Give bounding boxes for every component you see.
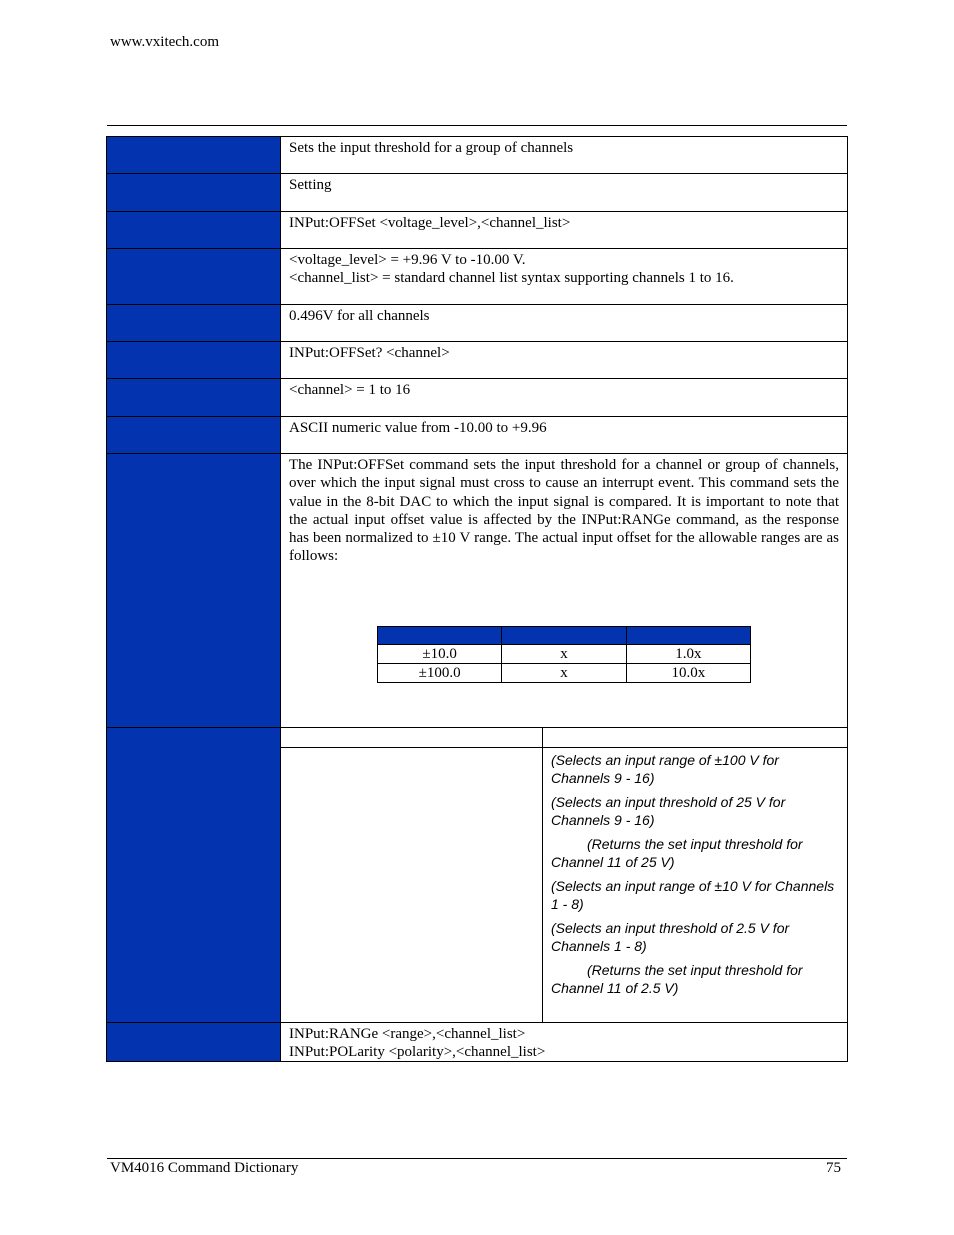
label-cell xyxy=(107,212,281,249)
page-number: 75 xyxy=(826,1160,841,1176)
row-related-commands xyxy=(107,1022,848,1061)
examples-header xyxy=(281,728,847,748)
factor-cell: 1.0x xyxy=(626,644,750,663)
value-cell: ASCII numeric value from -10.00 to +9.96 xyxy=(281,417,848,454)
footer-rule xyxy=(107,1158,847,1159)
multiplier-cell: x xyxy=(502,644,626,663)
label-cell xyxy=(107,454,281,728)
factor-cell: 10.0x xyxy=(626,663,750,682)
label-cell xyxy=(107,174,281,212)
value-cell xyxy=(281,1022,848,1061)
value-cell xyxy=(281,249,848,305)
value-cell: INPut:OFFSet <voltage_level>,<channel_list> xyxy=(281,212,848,249)
label-cell xyxy=(107,342,281,379)
value-cell: Setting xyxy=(281,174,848,212)
value-cell xyxy=(281,454,848,728)
label-cell xyxy=(107,727,281,1022)
examples-commands xyxy=(281,747,543,1022)
label-cell xyxy=(107,137,281,174)
examples-header-command xyxy=(281,728,543,748)
value-cell: <channel> = 1 to 16 xyxy=(281,379,848,417)
label-cell xyxy=(107,305,281,342)
example-note: (Selects an input threshold of 2.5 V for Channels 1 - 8) xyxy=(551,919,790,954)
example-note: (Returns the set input threshold for Channel 11 of 2.5 V) xyxy=(551,961,803,996)
range-table-row xyxy=(378,644,751,663)
value-cell: Sets the input threshold for a group of channels xyxy=(281,137,848,174)
examples-body xyxy=(281,747,847,1022)
example-note: (Selects an input range of ±100 V for Channels 9 - 16) xyxy=(551,751,779,786)
header-url: www.vxitech.com xyxy=(110,34,219,50)
header-cell xyxy=(502,626,626,644)
example-note: (Selects an input range of ±10 V for Channels 1 - 8) xyxy=(551,877,835,912)
examples-responses xyxy=(543,747,848,1022)
row-description xyxy=(107,454,848,728)
range-table-wrap xyxy=(289,566,839,727)
examples-cell xyxy=(281,727,848,1022)
row-purpose xyxy=(107,137,848,174)
command-table xyxy=(106,136,848,1062)
row-query-syntax xyxy=(107,342,848,379)
header-cell xyxy=(626,626,750,644)
param-line: <voltage_level> = +9.96 V to -10.00 V. xyxy=(289,252,526,268)
examples-table xyxy=(281,728,847,1022)
range-cell: ±100.0 xyxy=(378,663,502,682)
row-query-parameters xyxy=(107,379,848,417)
value-cell: 0.496V for all channels xyxy=(281,305,848,342)
row-query-response xyxy=(107,417,848,454)
range-table-header xyxy=(378,626,751,644)
header-cell xyxy=(378,626,502,644)
range-table xyxy=(377,626,751,683)
label-cell xyxy=(107,1022,281,1061)
related-command: INPut:RANGe <range>,<channel_list> xyxy=(289,1025,526,1042)
multiplier-cell: x xyxy=(502,663,626,682)
row-parameters xyxy=(107,249,848,305)
range-table-row xyxy=(378,663,751,682)
top-rule xyxy=(107,125,847,126)
label-cell xyxy=(107,249,281,305)
param-line: <channel_list> = standard channel list syntax supporting channels 1 to 16. xyxy=(289,270,734,286)
label-cell xyxy=(107,417,281,454)
row-command-syntax xyxy=(107,212,848,249)
row-reset-value xyxy=(107,305,848,342)
range-cell: ±10.0 xyxy=(378,644,502,663)
label-cell xyxy=(107,379,281,417)
description-paragraph: The INPut:OFFSet command sets the input threshold for a channel or group of channels, over which the input signal must cross to cause an interrupt event. This command sets the value in the 8-bit DAC to which the input signal is compared. It is important to note that the actual input offset value is affected by the INPut:RANGe command, as the response has been normalized to ±10 V range. The actual input offset for the allowable ranges are as follows: xyxy=(289,457,839,565)
value-cell: INPut:OFFSet? <channel> xyxy=(281,342,848,379)
row-examples xyxy=(107,727,848,1022)
row-type xyxy=(107,174,848,212)
examples-header-response xyxy=(543,728,848,748)
example-note: (Selects an input threshold of 25 V for Channels 9 - 16) xyxy=(551,793,786,828)
example-note: (Returns the set input threshold for Channel 11 of 25 V) xyxy=(551,835,803,870)
footer-title: VM4016 Command Dictionary xyxy=(110,1160,299,1176)
related-command: INPut:POLarity <polarity>,<channel_list> xyxy=(289,1043,546,1060)
